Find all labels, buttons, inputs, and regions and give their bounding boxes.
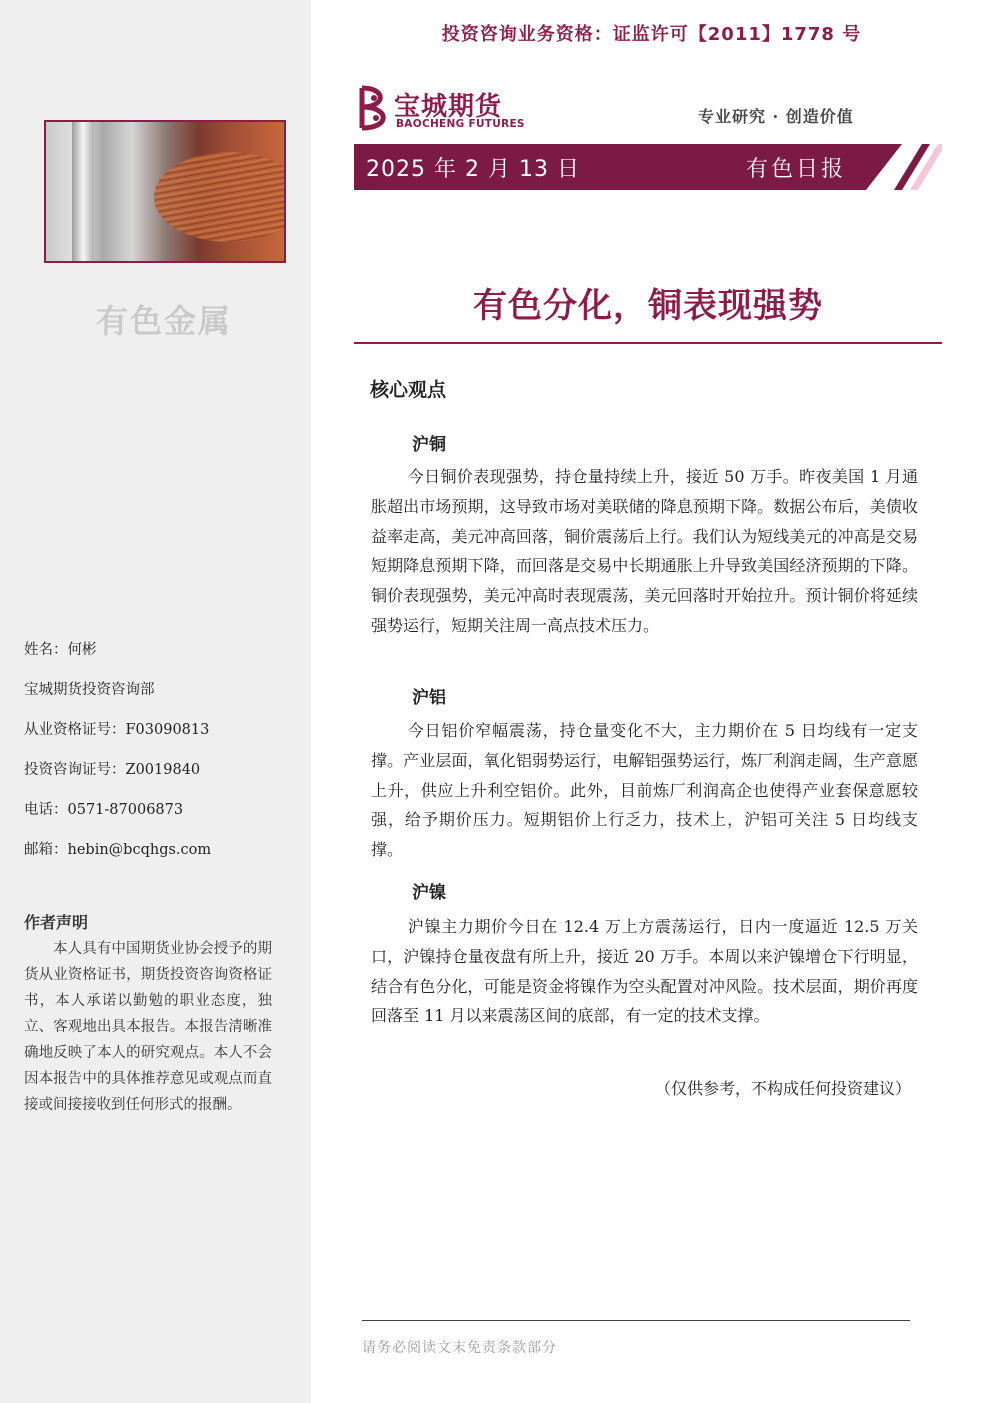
report-banner — [354, 144, 942, 190]
section-heading-copper: 沪铜 — [412, 435, 446, 455]
analyst-phone: 电话：0571-87006873 — [24, 802, 184, 818]
section-body-nickel: 沪镍主力期价今日在 12.4 万上方震荡运行，日内一度逼近 12.5 万关口，沪镍持仓量夜盘有所上升，接近 20 万手。本周以来沪镍增仓下行明显，结合有色分化，可能是资金将镍作为空头配置对冲风险。技术层面，期价再度回落至 11 月以来震荡区间的底部，有一定的技术支撑。 — [371, 917, 918, 1026]
reference-note: （仅供参考，不构成任何投资建议） — [654, 1079, 911, 1098]
section-body-copper: 今日铜价表现强势，持仓量持续上升，接近 50 万手。昨夜美国 1 月通胀超出市场预期，这导致市场对美联储的降息预期下降。数据公布后，美债收益率走高，美元冲高回落，铜价震荡后上行。我们认为短线美元的冲高是交易短期降息预期下降，而回落是交易中长期通胀上升导致美国经济预期的下降。铜价表现强势，美元冲高时表现震荡，美元回落时开始拉升。预计铜价将延续强势运行，短期关注周一高点技术压力。 — [371, 467, 918, 635]
logo-chinese-name: 宝城期货 — [394, 92, 503, 122]
analyst-consulting-no: 投资咨询证号：Z0019840 — [24, 762, 201, 778]
analyst-name: 姓名：何彬 — [24, 642, 97, 658]
logo-b-icon — [356, 84, 392, 132]
analyst-contact — [24, 630, 294, 870]
section-heading-nickel: 沪镍 — [412, 883, 446, 903]
copper-coil-graphic — [154, 152, 286, 242]
sidebar — [0, 0, 311, 1403]
sector-label: 有色金属 — [95, 302, 232, 340]
report-type: 有色日报 — [746, 157, 847, 182]
footer-disclaimer-link: 请务必阅读文末免责条款部分 — [362, 1340, 557, 1356]
company-logo — [356, 84, 536, 134]
section-body-aluminum: 今日铝价窄幅震荡，持仓量变化不大，主力期价在 5 日均线有一定支撑。产业层面，氧化铝弱势运行，电解铝强势运行，炼厂利润走阔，生产意愿上升，供应上升利空铝价。此外，目前炼厂利润高企也使得产业套保意愿较强，给予期价压力。短期铝价上行乏力，技术上，沪铝可关注 5 日均线支撑。 — [371, 721, 918, 860]
author-statement-body: 本人具有中国期货业协会授予的期货从业资格证书，期货投资咨询资格证书，本人承诺以勤勉的职业态度，独立、客观地出具本报告。本报告清晰准确地反映了本人的研究观点。本人不会因本报告中的具体推荐意见或观点而直接或间接接收到任何形式的报酬。 — [24, 941, 272, 1113]
footer-divider — [362, 1320, 910, 1321]
section-heading-aluminum: 沪铝 — [412, 688, 446, 708]
analyst-department: 宝城期货投资咨询部 — [24, 682, 155, 698]
analyst-qualification-no: 从业资格证号：F03090813 — [24, 722, 210, 738]
cover-photo — [44, 120, 286, 263]
company-slogan: 专业研究 · 创造价值 — [698, 107, 854, 126]
core-view-heading: 核心观点 — [370, 379, 447, 401]
qualification-line: 投资咨询业务资格：证监许可【2011】1778 号 — [441, 24, 862, 45]
report-title: 有色分化，铜表现强势 — [473, 286, 823, 326]
metal-tube-graphic — [72, 122, 94, 263]
report-date: 2025 年 2 月 13 日 — [366, 157, 580, 182]
author-statement-title: 作者声明 — [24, 913, 89, 932]
logo-english-name: BAOCHENG FUTURES — [396, 118, 525, 130]
title-divider — [354, 342, 942, 344]
analyst-email[interactable]: 邮箱：hebin@bcqhgs.com — [24, 842, 212, 858]
